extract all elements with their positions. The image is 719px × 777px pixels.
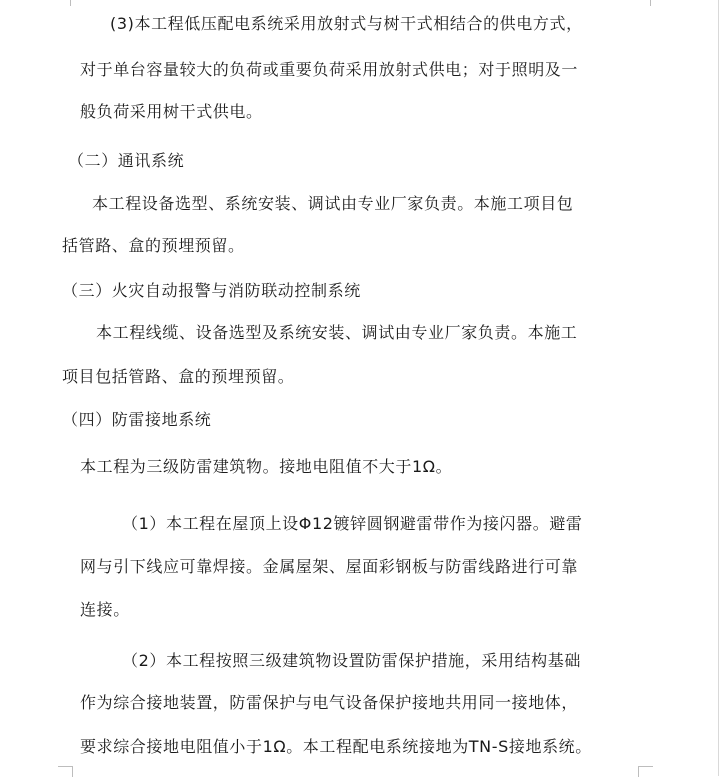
paragraph-line: (3)本工程低压配电系统采用放射式与树干式相结合的供电方式， <box>110 14 583 33</box>
paragraph-line: （2）本工程按照三级建筑物设置防雷保护措施，采用结构基础 <box>122 651 581 670</box>
page-corner-mark <box>58 766 73 777</box>
paragraph-line: 本工程为三级防雷建筑物。接地电阻值不大于1Ω。 <box>80 457 453 476</box>
section-heading: （四）防雷接地系统 <box>62 410 212 429</box>
paragraph-line: 项目包括管路、盒的预埋预留。 <box>62 367 295 386</box>
paragraph-line: 本工程线缆、设备选型及系统安装、调试由专业厂家负责。本施工 <box>96 323 578 342</box>
page-corner-mark <box>638 766 653 777</box>
paragraph-line: 连接。 <box>80 600 130 619</box>
paragraph-line: 对于单台容量较大的负荷或重要负荷采用放射式供电；对于照明及一 <box>80 60 579 79</box>
section-heading: （三）火灾自动报警与消防联动控制系统 <box>62 281 361 300</box>
paragraph-line: 本工程设备选型、系统安装、调试由专业厂家负责。本施工项目包 <box>92 194 574 213</box>
paragraph-line: 般负荷采用树干式供电。 <box>80 102 263 121</box>
paragraph-line: 要求综合接地电阻值小于1Ω。本工程配电系统接地为TN-S接地系统。 <box>80 737 592 756</box>
section-heading: （二）通讯系统 <box>68 151 185 170</box>
paragraph-line: （1）本工程在屋顶上设Φ12镀锌圆钢避雷带作为接闪器。避雷 <box>122 514 583 533</box>
paragraph-line: 网与引下线应可靠焊接。金属屋架、屋面彩钢板与防雷线路进行可靠 <box>80 557 579 576</box>
paragraph-line: 括管路、盒的预埋预留。 <box>62 236 245 255</box>
paragraph-line: 作为综合接地装置，防雷保护与电气设备保护接地共用同一接地体， <box>80 693 579 712</box>
page-corner-mark <box>650 0 663 6</box>
page-corner-mark <box>58 0 71 6</box>
